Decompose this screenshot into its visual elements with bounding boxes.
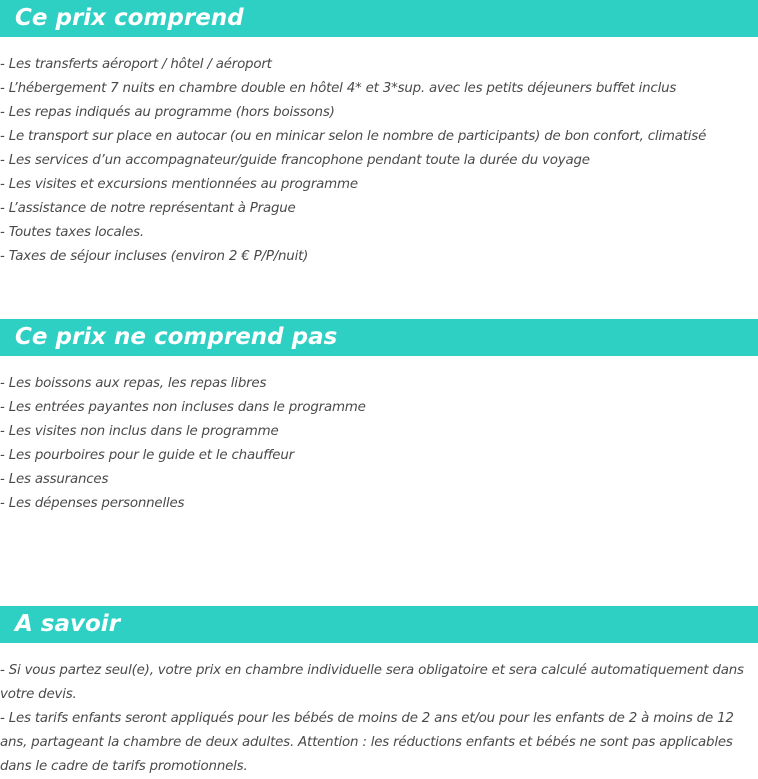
list-item: - Les repas indiqués au programme (hors boissons) [0, 105, 335, 120]
list-item: - L’assistance de notre représentant à Prague [0, 201, 296, 216]
section-title: Ce prix comprend [0, 0, 758, 37]
list-item: - Les dépenses personnelles [0, 496, 185, 511]
section-title: A savoir [0, 606, 758, 643]
list-item: - Les boissons aux repas, les repas libres [0, 376, 267, 391]
info-paragraphs [0, 659, 758, 779]
section-price-includes [0, 0, 758, 269]
list-item: - Taxes de séjour incluses (environ 2 € P/P/nuit) [0, 249, 309, 264]
list-item: - Les visites non inclus dans le programme [0, 424, 279, 439]
info-paragraph: - Les tarifs enfants seront appliqués pour les bébés de moins de 2 ans et/ou pour les enfants de 2 à moins de 12 ans, partageant la chambre de deux adultes. Attention : les réductions enfants et bébés ne sont pas applicables dans le cadre de tarifs promotionnels. [0, 711, 734, 774]
list-item: - Toutes taxes locales. [0, 225, 144, 240]
list-item: - Le transport sur place en autocar (ou en minicar selon le nombre de participants) de bon confort, climatisé [0, 129, 707, 144]
list-item: - L’hébergement 7 nuits en chambre double en hôtel 4* et 3*sup. avec les petits déjeuners buffet inclus [0, 81, 677, 96]
list-item: - Les visites et excursions mentionnées au programme [0, 177, 358, 192]
list-item: - Les assurances [0, 472, 109, 487]
excludes-list [0, 372, 758, 516]
list-item: - Les entrées payantes non incluses dans le programme [0, 400, 366, 415]
includes-list [0, 53, 758, 269]
section-title: Ce prix ne comprend pas [0, 319, 758, 356]
list-item: - Les services d’un accompagnateur/guide francophone pendant toute la durée du voyage [0, 153, 590, 168]
info-paragraph: - Si vous partez seul(e), votre prix en chambre individuelle sera obligatoire et sera calculé automatiquement dans votre devis. [0, 663, 744, 702]
list-item: - Les pourboires pour le guide et le chauffeur [0, 448, 294, 463]
list-item: - Les transferts aéroport / hôtel / aéroport [0, 57, 272, 72]
section-good-to-know [0, 606, 758, 779]
section-price-excludes [0, 319, 758, 516]
